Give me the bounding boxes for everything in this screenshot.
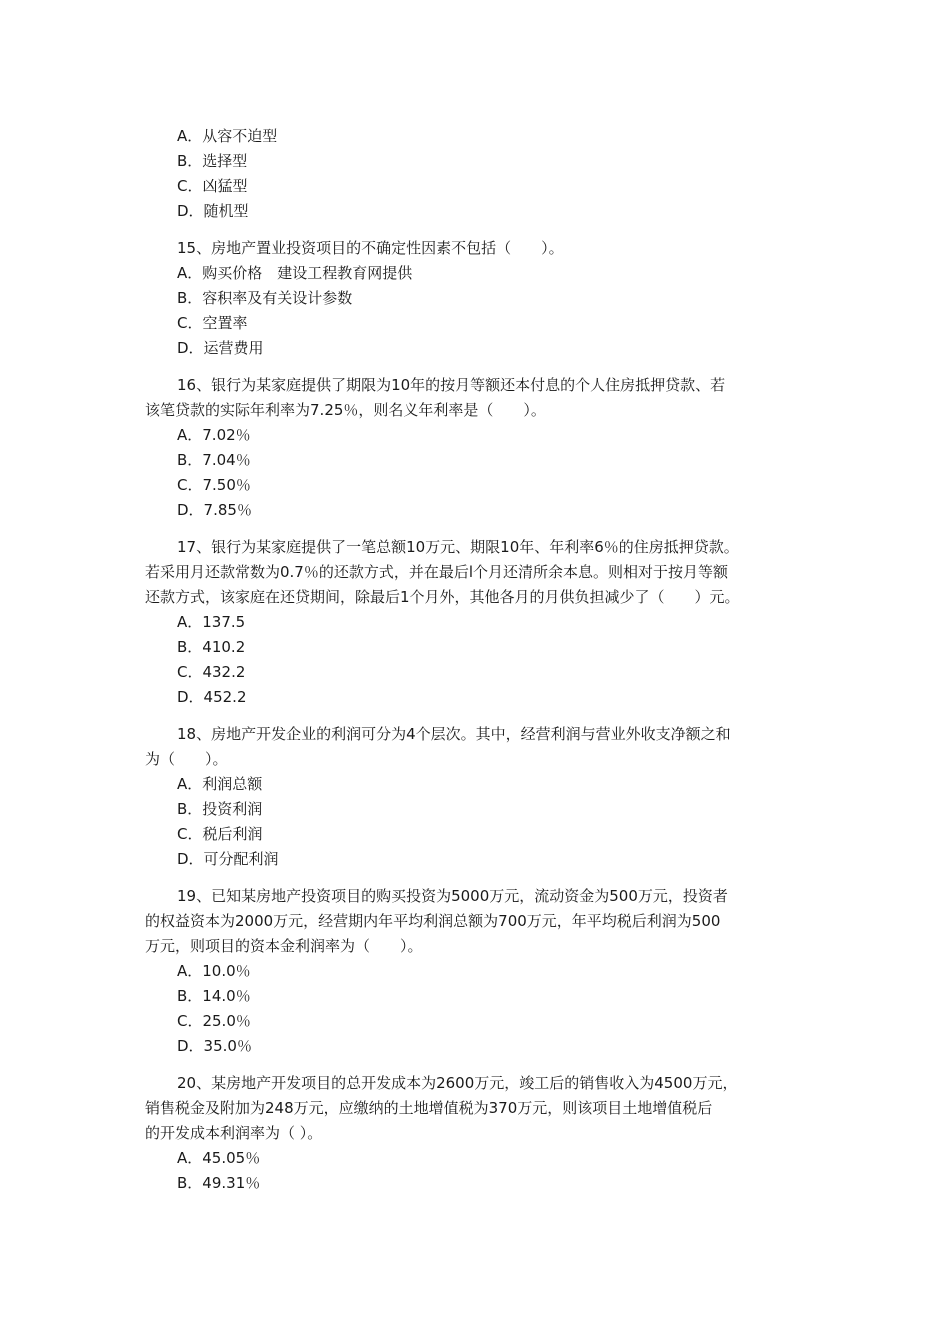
option-c: C．7.50％ bbox=[177, 476, 251, 494]
option-b: B．容积率及有关设计参数 bbox=[177, 289, 353, 307]
option-c: C．凶猛型 bbox=[177, 177, 248, 195]
option-c: C．25.0％ bbox=[177, 1012, 251, 1030]
option-b: B．选择型 bbox=[177, 152, 248, 170]
option-d: D．运营费用 bbox=[177, 339, 264, 357]
question-text-continued: 为（ ）。 bbox=[145, 750, 228, 768]
option-d: D．452.2 bbox=[177, 688, 247, 706]
option-c: C．税后利润 bbox=[177, 825, 263, 843]
question-text-continued: 该笔贷款的实际年利率为7.25％，则名义年利率是（ ）。 bbox=[145, 401, 546, 419]
option-d: D．可分配利润 bbox=[177, 850, 279, 868]
question-text-continued: 万元，则项目的资本金利润率为（ ）。 bbox=[145, 937, 423, 955]
intro-option-list bbox=[145, 124, 820, 224]
question-16 bbox=[145, 373, 820, 523]
option-a: A．45.05％ bbox=[177, 1149, 261, 1167]
question-17 bbox=[145, 535, 820, 710]
option-a: A．7.02％ bbox=[177, 426, 251, 444]
option-a: A．10.0％ bbox=[177, 962, 251, 980]
option-a: A．购买价格 建设工程教育网提供 bbox=[177, 264, 413, 282]
question-20 bbox=[145, 1071, 820, 1196]
question-19 bbox=[145, 884, 820, 1059]
option-a: A．137.5 bbox=[177, 613, 246, 631]
question-text-continued: 若采用月还款常数为0.7％的还款方式，并在最后l个月还清所余本息。则相对于按月等额 bbox=[145, 563, 729, 581]
question-text-continued: 还款方式，该家庭在还贷期间，除最后1个月外，其他各月的月供负担减少了（ ）元。 bbox=[145, 588, 740, 606]
question-15 bbox=[145, 236, 820, 361]
option-c: C．432.2 bbox=[177, 663, 246, 681]
document-content bbox=[145, 124, 820, 1196]
question-text: 18、房地产开发企业的利润可分为4个层次。其中，经营利润与营业外收支净额之和 bbox=[177, 725, 731, 743]
question-text-continued: 销售税金及附加为248万元，应缴纳的土地增值税为370万元，则该项目土地增值税后 bbox=[145, 1099, 713, 1117]
option-b: B．投资利润 bbox=[177, 800, 263, 818]
option-d: D．随机型 bbox=[177, 202, 249, 220]
option-b: B．7.04％ bbox=[177, 451, 251, 469]
option-b: B．49.31％ bbox=[177, 1174, 261, 1192]
question-text-continued: 的权益资本为2000万元，经营期内年平均利润总额为700万元，年平均税后利润为500 bbox=[145, 912, 721, 930]
question-text: 19、已知某房地产投资项目的购买投资为5000万元，流动资金为500万元，投资者 bbox=[177, 887, 728, 905]
option-a: A．利润总额 bbox=[177, 775, 263, 793]
option-c: C．空置率 bbox=[177, 314, 248, 332]
option-d: D．7.85％ bbox=[177, 501, 252, 519]
question-18 bbox=[145, 722, 820, 872]
option-d: D．35.0％ bbox=[177, 1037, 252, 1055]
option-b: B．410.2 bbox=[177, 638, 246, 656]
question-text-continued: 的开发成本利润率为（ ）。 bbox=[145, 1124, 323, 1142]
question-text: 17、银行为某家庭提供了一笔总额10万元、期限10年、年利率6％的住房抵押贷款。 bbox=[177, 538, 739, 556]
question-text: 20、某房地产开发项目的总开发成本为2600万元，竣工后的销售收入为4500万元， bbox=[177, 1074, 738, 1092]
option-a: A．从容不迫型 bbox=[177, 127, 278, 145]
question-text: 16、银行为某家庭提供了期限为10年的按月等额还本付息的个人住房抵押贷款、若 bbox=[177, 376, 726, 394]
question-text: 15、房地产置业投资项目的不确定性因素不包括（ ）。 bbox=[177, 239, 564, 257]
option-b: B．14.0％ bbox=[177, 987, 251, 1005]
